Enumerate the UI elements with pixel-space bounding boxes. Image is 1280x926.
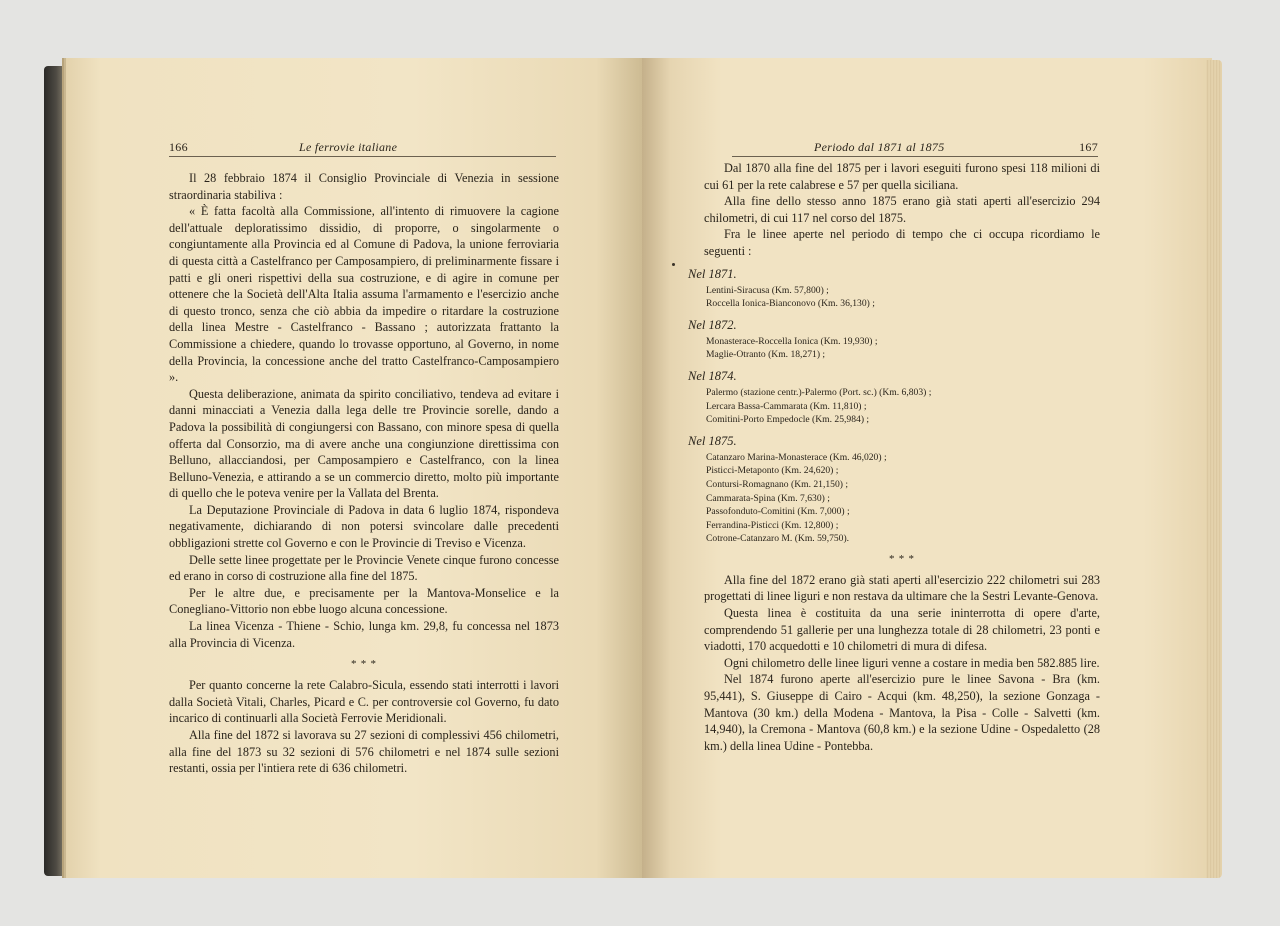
paragraph: Dal 1870 alla fine del 1875 per i lavori eseguiti furono spesi 118 milioni di cui 61 per la rete calabrese e 57 per quella siciliana.	[704, 161, 1100, 192]
paragraph: Alla fine dello stesso anno 1875 erano già stati aperti all'esercizio 294 chilometri, di cui 117 nel corso del 1875.	[704, 194, 1100, 225]
paragraph: La linea Vicenza - Thiene - Schio, lunga km. 29,8, fu concessa nel 1873 alla Provincia di Vicenza.	[169, 619, 559, 650]
left-running-title: Le ferrovie italiane	[299, 140, 398, 154]
paragraph: Il 28 febbraio 1874 il Consiglio Provinciale di Venezia in sessione straordinaria stabiliva :	[169, 171, 559, 202]
railway-line-item: Catanzaro Marina-Monasterace (Km. 46,020) ;	[706, 451, 887, 463]
right-page-number: 167	[1079, 140, 1098, 154]
railway-line-item: Roccella Ionica-Bianconovo (Km. 36,130) ;	[706, 298, 875, 310]
paragraph: Questa linea è costituita da una serie ininterrotta di opere d'arte, comprendendo 51 gallerie per una lunghezza totale di 28 chilometri, 23 ponti e viadotti, 170 acquedotti e 10 chilometri di mura di difesa.	[704, 606, 1100, 654]
open-book	[44, 58, 1224, 888]
left-page-body	[169, 170, 559, 777]
railway-line-item: Cammarata-Spina (Km. 7,630) ;	[706, 492, 830, 504]
right-page-body	[688, 160, 1100, 754]
paragraph: Delle sette linee progettate per le Provincie Venete cinque furono concesse ed erano in corso di costruzione alla fine del 1875.	[169, 552, 559, 584]
year-heading: Nel 1875.	[688, 433, 737, 448]
railway-line-item: Pisticci-Metaponto (Km. 24,620) ;	[706, 465, 839, 477]
left-page-header	[169, 140, 556, 157]
page-edges	[1206, 60, 1222, 878]
paragraph: Alla fine del 1872 erano già stati aperti all'esercizio 222 chilometri sui 283 progettati di linee liguri e non restava da ultimare che la Sestri Levante-Genova.	[704, 572, 1100, 604]
railway-line-item: Maglie-Otranto (Km. 18,271) ;	[706, 349, 826, 361]
railway-line-item: Monasterace-Roccella Ionica (Km. 19,930) ;	[706, 335, 878, 347]
year-heading: Nel 1874.	[688, 368, 737, 383]
right-page-header	[732, 140, 1098, 157]
railway-line-item: Palermo (stazione centr.)-Palermo (Port. sc.) (Km. 6,803) ;	[706, 386, 932, 398]
railway-line-item: Cotrone-Catanzaro M. (Km. 59,750).	[706, 533, 850, 545]
left-page-number: 166	[169, 140, 188, 154]
railway-line-item: Passofonduto-Comitini (Km. 7,000) ;	[706, 506, 850, 518]
year-heading: Nel 1871.	[688, 266, 737, 281]
paragraph: Alla fine del 1872 si lavorava su 27 sezioni di complessivi 456 chilometri, alla fine del 1873 su 32 sezioni di 576 chilometri e nel 1874 sulle sezioni restanti, ossia per l'intiera rete di 636 chilometri.	[169, 728, 559, 776]
paragraph: Ogni chilometro delle linee liguri venne a costare in media ben 582.885 lire.	[724, 655, 1100, 670]
year-heading: Nel 1872.	[688, 317, 737, 332]
paragraph: Per le altre due, e precisamente per la Mantova-Monselice e la Conegliano-Vittorio non ebbe luogo alcuna concessione.	[169, 585, 559, 617]
railway-line-item: Comitini-Porto Empedocle (Km. 25,984) ;	[706, 414, 870, 426]
railway-line-item: Lentini-Siracusa (Km. 57,800) ;	[706, 284, 829, 296]
railway-line-item: Lercara Bassa-Cammarata (Km. 11,810) ;	[706, 400, 867, 412]
section-separator: * * *	[889, 552, 915, 565]
right-running-title: Periodo dal 1871 al 1875	[814, 140, 945, 154]
section-separator: * * *	[351, 658, 377, 671]
paragraph: Fra le linee aperte nel periodo di tempo che ci occupa ricordiamo le seguenti :	[704, 227, 1100, 258]
paragraph: « È fatta facoltà alla Commissione, all'intento di rimuovere la cagione dell'attuale deploratissimo dissidio, di proporre, o singolarmente o congiuntamente alla Provincia ed al Comune di Padova, la unione ferroviaria di questa città a Castelfranco per Camposampiero, di preliminarmente fissare i patti e gli oneri rispettivi della sua costruzione, e di agire in comune per ottenere che la Società dell'Alta Italia assuma l'armamento e l'esercizio anche di questo tronco, senza che ciò abbia da impedire o ritardare la costruzione della linea Mestre - Castelfranco - Bassano ; autorizzata frattanto la Commissione a chiedere, quando lo trovasse opportuno, al Governo, in nome della Provincia, la concessione anche del tratto Castelfranco-Camposampiero ».	[169, 204, 559, 385]
left-page	[66, 58, 642, 878]
railway-line-item: Ferrandina-Pisticci (Km. 12,800) ;	[706, 519, 839, 531]
right-page	[642, 58, 1212, 878]
paragraph: Questa deliberazione, animata da spirito conciliativo, tendeva ad evitare i danni minacciati a Venezia dalla lega delle tre Provincie sorelle, dando a Padova la possibilità di congiungersi con Bassano, con minore spesa di quella offerta dal Consorzio, ma di avere anche una congiunzione direttissima con Belluno, allacciandosi, per Camposampiero e Castelfranco, con la linea Belluno-Venezia, e attirando a se un commercio diretto, molto più importante di quello che le poteva venire per la Vallata del Brenta.	[169, 386, 559, 501]
paragraph: Nel 1874 furono aperte all'esercizio pure le linee Savona - Bra (km. 95,441), S. Giuseppe di Cairo - Acqui (km. 48,250), la sezione Gonzaga - Mantova (30 km.) della Modena - Mantova, la Pisa - Colle - Salvetti (km. 14,940), la Cremona - Mantova (60,8 km.) e la sezione Udine - Ospedaletto (28 km.) della linea Udine - Pontebba.	[704, 672, 1100, 753]
paragraph: Per quanto concerne la rete Calabro-Sicula, essendo stati interrotti i lavori dalla Società Vitali, Charles, Picard e C. per controversie col Governo, fu dato incarico di continuarli alla Società Ferrovie Meridionali.	[169, 678, 559, 726]
railway-line-item: Contursi-Romagnano (Km. 21,150) ;	[706, 478, 849, 490]
paragraph: La Deputazione Provinciale di Padova in data 6 luglio 1874, rispondeva negativamente, dichiarando di non potersi svincolare dalle precedenti obbligazioni strette col Governo e con le Provincie di Treviso e Vicenza.	[169, 502, 559, 551]
